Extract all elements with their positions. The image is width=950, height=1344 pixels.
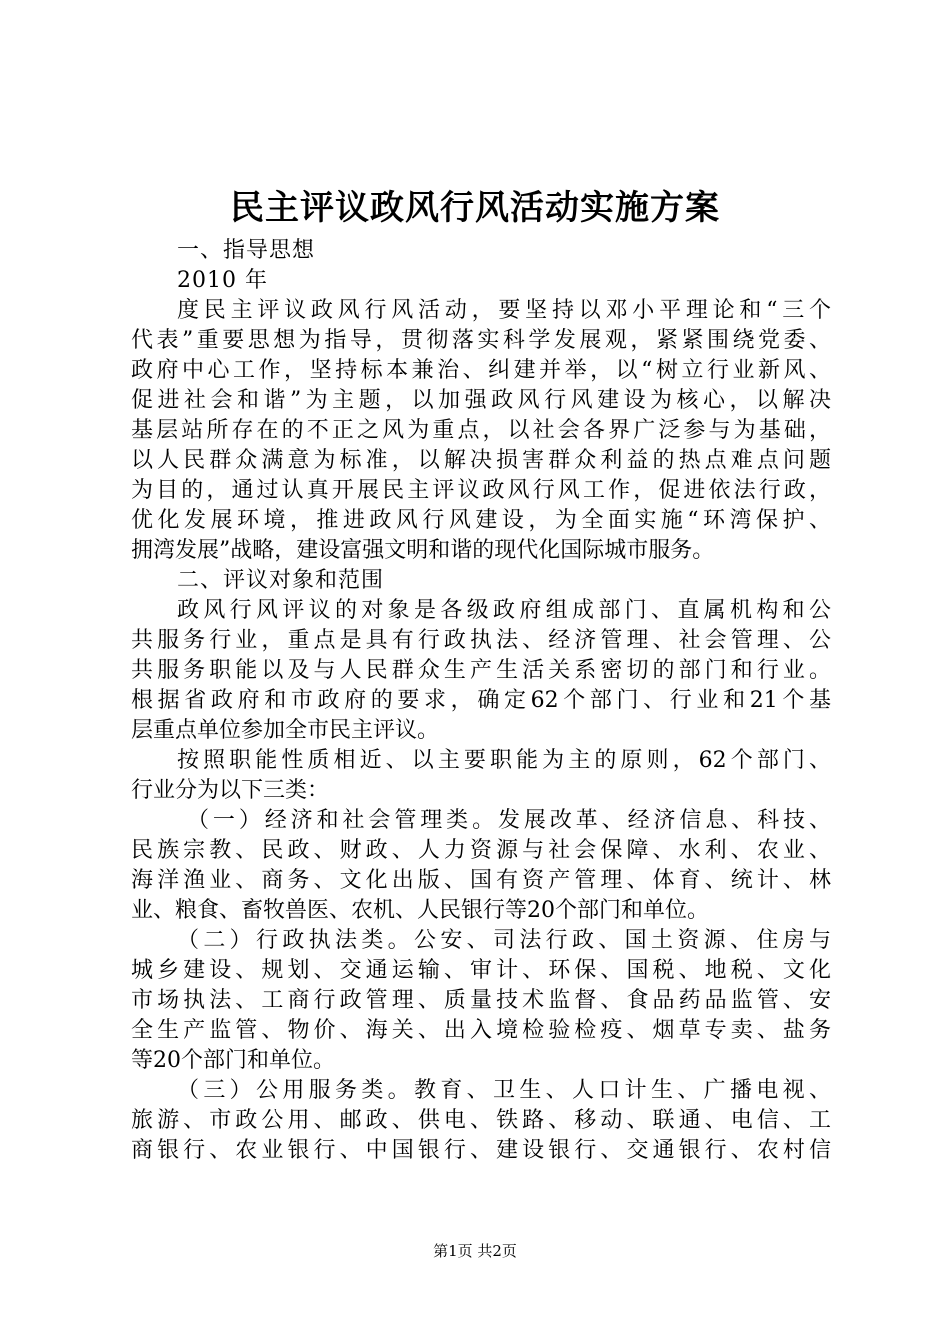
text-line: 代表”重要思想为指导，贯彻落实科学发展观，紧紧围绕党委、 [131, 328, 831, 353]
text-line: 二、评议对象和范围 [177, 568, 385, 593]
page-indicator: 第1页 共2页 [433, 1242, 517, 1260]
text-line: 2010 年 [177, 268, 268, 293]
text-line: 市场执法、工商行政管理、质量技术监督、食品药品监管、安 [131, 988, 831, 1013]
text-line: 政府中心工作，坚持标本兼治、纠建并举，以“树立行业新风、 [131, 358, 831, 383]
text-line: 商银行、农业银行、中国银行、建设银行、交通银行、农村信 [131, 1138, 831, 1163]
text-line: 促进社会和谐”为主题，以加强政风行风建设为核心，以解决 [131, 388, 831, 413]
text-line: 优化发展环境，推进政风行风建设，为全面实施“环湾保护、 [131, 508, 831, 533]
text-line: 为目的，通过认真开展民主评议政风行风工作，促进依法行政， [131, 478, 831, 503]
text-line: （二）行政执法类。公安、司法行政、国土资源、住房与 [177, 928, 831, 953]
text-line: （三）公用服务类。教育、卫生、人口计生、广播电视、 [177, 1078, 831, 1103]
text-line: （一）经济和社会管理类。发展改革、经济信息、科技、 [187, 808, 831, 833]
document-body [131, 236, 831, 1166]
text-line: 按照职能性质相近、以主要职能为主的原则，62个部门、 [177, 748, 831, 773]
text-line: 层重点单位参加全市民主评议。 [131, 718, 440, 743]
text-line: 根据省政府和市政府的要求，确定62个部门、行业和21个基 [131, 688, 831, 713]
document-title: 民主评议政风行风活动实施方案 [230, 188, 720, 228]
text-line: 海洋渔业、商务、文化出版、国有资产管理、体育、统计、林 [131, 868, 831, 893]
text-line: 共服务职能以及与人民群众生产生活关系密切的部门和行业。 [131, 658, 831, 683]
text-line: 基层站所存在的不正之风为重点，以社会各界广泛参与为基础， [131, 418, 831, 443]
text-line: 拥湾发展”战略，建设富强文明和谐的现代化国际城市服务。 [131, 538, 715, 563]
text-line: 旅游、市政公用、邮政、供电、铁路、移动、联通、电信、工 [131, 1108, 831, 1133]
text-line: 度民主评议政风行风活动，要坚持以邓小平理论和“三个 [177, 298, 831, 323]
text-line: 行业分为以下三类： [131, 778, 330, 803]
text-line: 一、指导思想 [177, 238, 316, 263]
text-line: 等20个部门和单位。 [131, 1048, 335, 1073]
text-line: 共服务行业，重点是具有行政执法、经济管理、社会管理、公 [131, 628, 831, 653]
text-line: 全生产监管、物价、海关、出入境检验检疫、烟草专卖、盐务 [131, 1018, 831, 1043]
text-line: 政风行风评议的对象是各级政府组成部门、直属机构和公 [177, 598, 831, 623]
text-line: 业、粮食、畜牧兽医、农机、人民银行等20个部门和单位。 [131, 898, 709, 923]
text-line: 城乡建设、规划、交通运输、审计、环保、国税、地税、文化 [131, 958, 831, 983]
text-line: 以人民群众满意为标准，以解决损害群众利益的热点难点问题 [131, 448, 831, 473]
text-line: 民族宗教、民政、财政、人力资源与社会保障、水利、农业、 [131, 838, 831, 863]
